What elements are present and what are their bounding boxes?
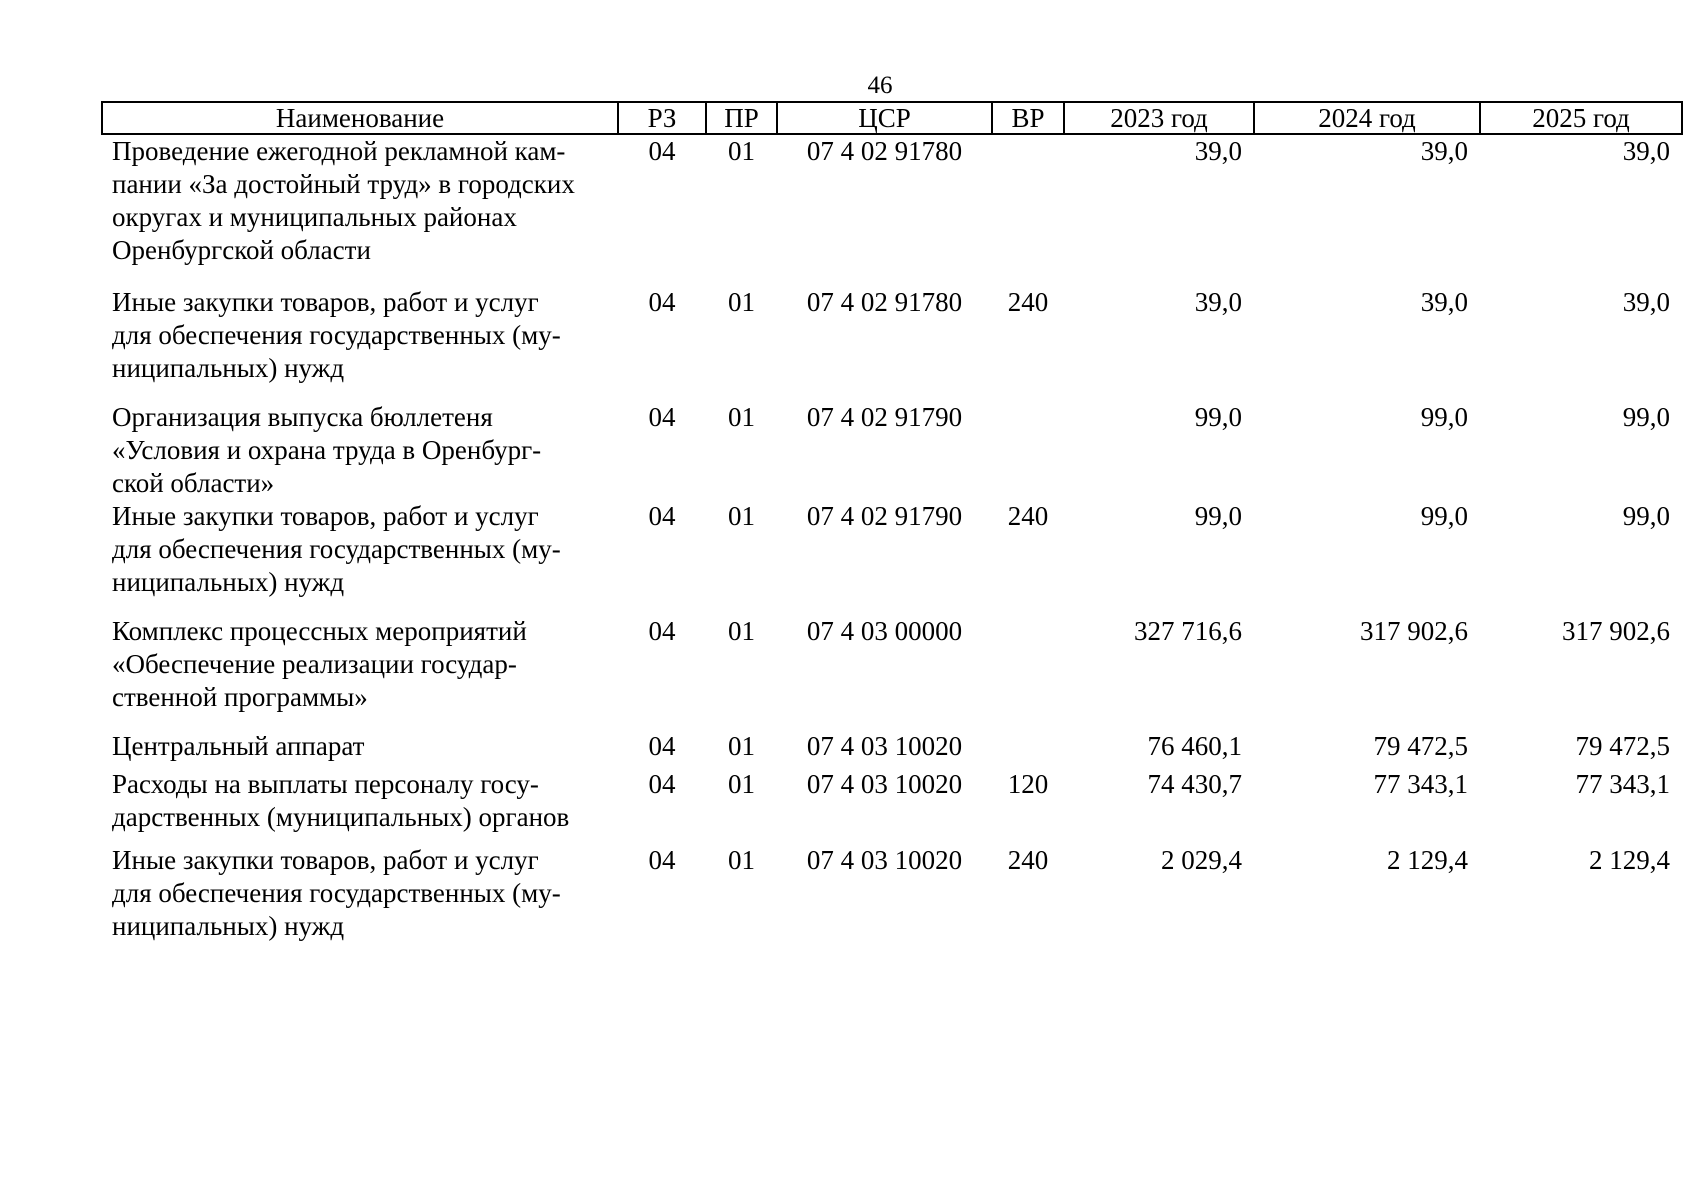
row-2024: 39,0 xyxy=(1420,287,1468,317)
row-2023: 76 460,1 xyxy=(1147,731,1242,761)
table-header xyxy=(102,102,1682,134)
row-rz: 04 xyxy=(648,731,676,761)
row-2023: 39,0 xyxy=(1194,287,1242,317)
row-name-text: Центральный аппарат xyxy=(112,731,365,761)
row-name xyxy=(102,844,618,944)
row-2023: 99,0 xyxy=(1194,501,1242,531)
row-name-text: Иные закупки товаров, работ и услуг для обеспечения государственных (му- ниципальных) нужд xyxy=(112,287,561,383)
row-name xyxy=(102,768,618,844)
row-vr xyxy=(992,615,1064,730)
row-csr: 07 4 02 91790 xyxy=(806,402,963,432)
table-row xyxy=(102,500,1682,615)
row-vr: 120 xyxy=(1007,769,1049,799)
row-name xyxy=(102,500,618,615)
row-name-text: Иные закупки товаров, работ и услуг для обеспечения государственных (му- ниципальных) нужд xyxy=(112,845,561,941)
row-rz: 04 xyxy=(648,501,676,531)
row-2025: 2 129,4 xyxy=(1589,845,1670,875)
row-pr: 01 xyxy=(728,769,755,799)
row-pr: 01 xyxy=(728,501,755,531)
table-row xyxy=(102,768,1682,844)
table-row xyxy=(102,615,1682,730)
row-2024: 39,0 xyxy=(1420,136,1468,166)
row-rz: 04 xyxy=(648,769,676,799)
row-vr xyxy=(992,730,1064,768)
row-2025: 99,0 xyxy=(1622,402,1670,432)
row-csr: 07 4 02 91780 xyxy=(806,287,963,317)
row-vr xyxy=(992,401,1064,500)
header-2023: 2023 год xyxy=(1064,102,1254,134)
header-csr: ЦСР xyxy=(777,102,992,134)
row-csr: 07 4 03 10020 xyxy=(806,769,963,799)
row-rz: 04 xyxy=(648,402,676,432)
table-row xyxy=(102,844,1682,944)
header-2025: 2025 год xyxy=(1480,102,1682,134)
row-vr: 240 xyxy=(1007,845,1049,875)
header-2024: 2024 год xyxy=(1254,102,1480,134)
row-name-text: Проведение ежегодной рекламной кам- пании «За достойный труд» в городских округах и муниципальных районах Оренбургской области xyxy=(112,136,575,265)
row-csr: 07 4 02 91780 xyxy=(806,136,963,166)
budget-table xyxy=(101,101,1683,944)
row-2023: 74 430,7 xyxy=(1147,769,1242,799)
row-pr: 01 xyxy=(728,845,755,875)
row-pr: 01 xyxy=(728,731,755,761)
row-csr: 07 4 02 91790 xyxy=(806,501,963,531)
row-name-text: Комплекс процессных мероприятий «Обеспечение реализации государ- ственной программы» xyxy=(112,616,527,712)
row-2024: 99,0 xyxy=(1420,402,1468,432)
row-vr: 240 xyxy=(1007,501,1049,531)
row-name xyxy=(102,286,618,401)
header-rz: РЗ xyxy=(618,102,706,134)
row-2025: 317 902,6 xyxy=(1562,616,1670,646)
row-vr xyxy=(992,134,1064,286)
table-row xyxy=(102,401,1682,500)
row-name-text: Расходы на выплаты персоналу госу- дарственных (муниципальных) органов xyxy=(112,769,570,832)
row-pr: 01 xyxy=(728,616,755,646)
row-name-text: Иные закупки товаров, работ и услуг для обеспечения государственных (му- ниципальных) нужд xyxy=(112,501,561,597)
row-2023: 99,0 xyxy=(1194,402,1242,432)
row-rz: 04 xyxy=(648,845,676,875)
row-2024: 79 472,5 xyxy=(1373,731,1468,761)
header-name: Наименование xyxy=(102,102,618,134)
row-2024: 317 902,6 xyxy=(1360,616,1468,646)
row-name-text: Организация выпуска бюллетеня «Условия и охрана труда в Оренбург- ской области» xyxy=(112,402,542,498)
row-2025: 79 472,5 xyxy=(1575,731,1670,761)
table-row xyxy=(102,286,1682,401)
row-2025: 39,0 xyxy=(1622,136,1670,166)
row-2025: 39,0 xyxy=(1622,287,1670,317)
table-body xyxy=(102,134,1682,944)
page-number: 46 xyxy=(867,72,893,99)
row-csr: 07 4 03 10020 xyxy=(806,845,963,875)
row-name xyxy=(102,615,618,730)
row-name xyxy=(102,401,618,500)
row-rz: 04 xyxy=(648,136,676,166)
header-vr: ВР xyxy=(992,102,1064,134)
row-2023: 327 716,6 xyxy=(1134,616,1242,646)
row-pr: 01 xyxy=(728,402,755,432)
row-rz: 04 xyxy=(648,616,676,646)
row-2025: 77 343,1 xyxy=(1575,769,1670,799)
row-2023: 39,0 xyxy=(1194,136,1242,166)
header-pr: ПР xyxy=(706,102,777,134)
row-pr: 01 xyxy=(728,136,755,166)
row-name xyxy=(102,730,618,768)
row-pr: 01 xyxy=(728,287,755,317)
row-2025: 99,0 xyxy=(1622,501,1670,531)
row-vr: 240 xyxy=(1007,287,1049,317)
table-row xyxy=(102,134,1682,286)
row-2024: 2 129,4 xyxy=(1387,845,1468,875)
row-name xyxy=(102,134,618,286)
row-2023: 2 029,4 xyxy=(1161,845,1242,875)
row-2024: 77 343,1 xyxy=(1373,769,1468,799)
table-row xyxy=(102,730,1682,768)
row-2024: 99,0 xyxy=(1420,501,1468,531)
row-csr: 07 4 03 10020 xyxy=(806,731,963,761)
header-row xyxy=(102,102,1682,134)
row-rz: 04 xyxy=(648,287,676,317)
row-csr: 07 4 03 00000 xyxy=(806,616,963,646)
